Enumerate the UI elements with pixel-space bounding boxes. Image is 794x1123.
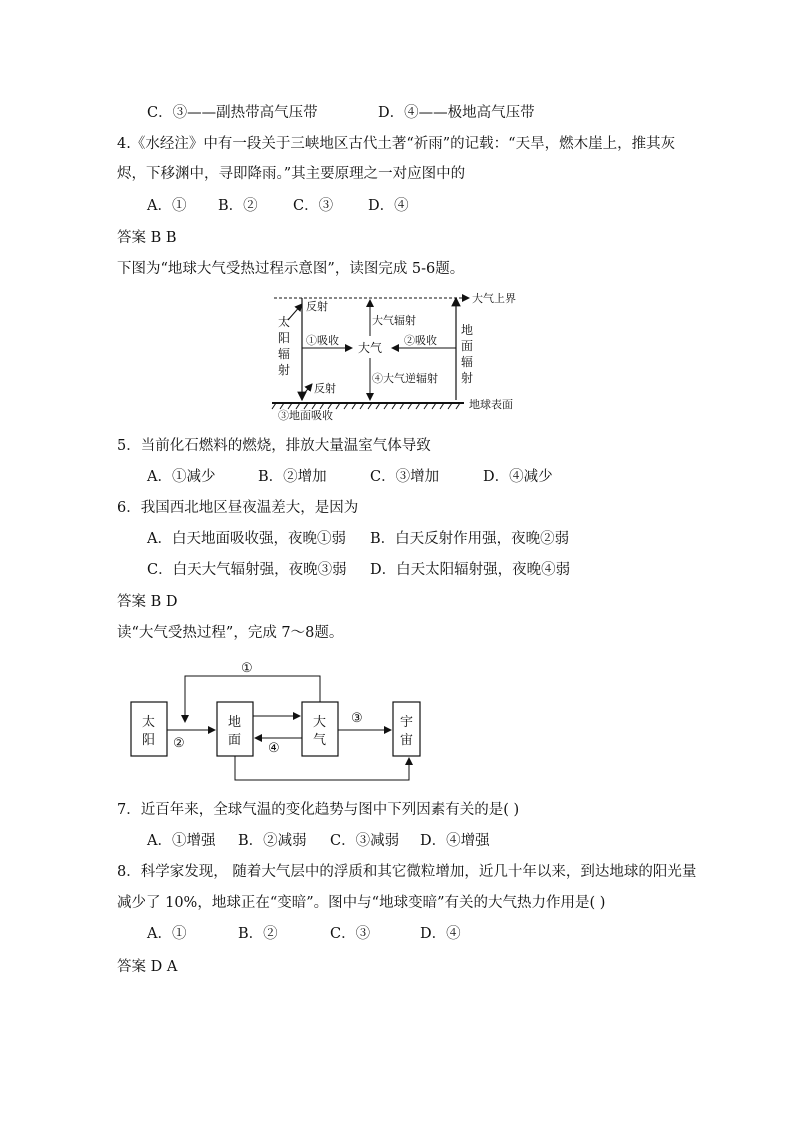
space-char-1: 宇 <box>400 715 414 730</box>
q4-option-c: C．③ <box>293 198 334 214</box>
ground-char-1: 地 <box>228 715 242 730</box>
label-3: ③ <box>351 711 363 726</box>
q6-option-b: B．白天反射作用强，夜晚②弱 <box>370 531 570 547</box>
q7-option-b: B．②减弱 <box>238 833 307 849</box>
q7-option-c: C．③减弱 <box>330 833 400 849</box>
q4-stem-line2: 烬，下移渊中，寻即降雨。”其主要原理之一对应图中的 <box>117 166 466 182</box>
atmosphere-heating-diagram-1 <box>264 288 524 422</box>
answer-56: 答案 B D <box>117 594 178 610</box>
top-atmosphere-label: 大气上界 <box>472 292 516 305</box>
solar-radiation-char-3: 辐 <box>278 347 291 361</box>
absorb-2-label: ②吸收 <box>404 334 437 347</box>
q5-option-d: D．④减少 <box>483 469 553 485</box>
atmosphere-center-label: 大气 <box>358 341 383 355</box>
q5-option-b: B．②增加 <box>258 469 327 485</box>
ground-radiation-char-3: 辐 <box>461 355 474 369</box>
q8-option-b: B．② <box>238 926 278 942</box>
ground-radiation-char-2: 面 <box>461 339 474 353</box>
q5-option-a: A．①减少 <box>147 469 216 485</box>
atmosphere-char-2: 气 <box>313 733 327 748</box>
earth-surface-label: 地球表面 <box>469 398 513 411</box>
q3-option-d: D．④——极地高气压带 <box>378 105 535 121</box>
counter-radiation-label: ④大气逆辐射 <box>372 372 438 385</box>
answer-34: 答案 B B <box>117 230 177 246</box>
q8-option-d: D．④ <box>420 926 461 942</box>
reflect-bottom-label: 反射 <box>314 382 336 395</box>
q8-option-a: A．① <box>147 926 187 942</box>
ground-radiation-char-1: 地 <box>461 323 474 337</box>
intro-56: 下图为“地球大气受热过程示意图”，读图完成 5-6题。 <box>117 261 465 277</box>
q8-stem-line1: 8．科学家发现， 随着大气层中的浮质和其它微粒增加，近几十年以来，到达地球的阳光量 <box>117 864 697 880</box>
solar-radiation-char-4: 射 <box>278 363 291 377</box>
sun-char-2: 阳 <box>142 733 156 748</box>
absorb-1-label: ①吸收 <box>306 334 339 347</box>
solar-radiation-char-1: 太 <box>278 315 291 329</box>
q8-option-c: C．③ <box>330 926 371 942</box>
answer-78: 答案 D A <box>117 959 178 975</box>
q4-option-b: B．② <box>218 198 258 214</box>
q4-option-d: D．④ <box>368 198 409 214</box>
q8-stem-line2: 减少了 10%，地球正在“变暗”。图中与“地球变暗”有关的大气热力作用是( ) <box>117 895 606 911</box>
q3-option-c: C．③——副热带高气压带 <box>147 105 318 121</box>
ground-absorb-label: ③地面吸收 <box>278 409 333 422</box>
ground-char-2: 面 <box>228 733 242 748</box>
label-1: ① <box>241 661 253 676</box>
solar-radiation-char-2: 阳 <box>278 331 291 345</box>
q7-option-d: D．④增强 <box>420 833 490 849</box>
label-4: ④ <box>268 741 280 756</box>
sun-char-1: 太 <box>142 715 156 730</box>
q6-option-c: C．白天大气辐射强，夜晚③弱 <box>147 562 347 578</box>
reflect-top-label: 反射 <box>306 300 328 313</box>
q6-option-d: D．白天太阳辐射强，夜晚④弱 <box>370 562 571 578</box>
intro-78: 读“大气受热过程”，完成 7～8题。 <box>117 625 344 641</box>
q7-option-a: A．①增强 <box>147 833 216 849</box>
ground-radiation-char-4: 射 <box>461 371 474 385</box>
q4-stem-line1: 4.《水经注》中有一段关于三峡地区古代土著“祈雨”的记载：“天旱，燃木崖上，推其灰 <box>117 136 676 152</box>
atmosphere-heating-diagram-2 <box>125 652 425 784</box>
atmosphere-char-1: 大 <box>313 715 327 730</box>
atm-radiation-label: 大气辐射 <box>372 314 416 327</box>
q4-option-a: A．① <box>147 198 187 214</box>
label-2: ② <box>173 736 185 751</box>
space-char-2: 宙 <box>400 733 414 748</box>
q6-option-a: A．白天地面吸收强，夜晚①弱 <box>147 531 346 547</box>
q6-stem: 6．我国西北地区昼夜温差大，是因为 <box>117 500 359 516</box>
q5-option-c: C．③增加 <box>370 469 440 485</box>
q5-stem: 5．当前化石燃料的燃烧，排放大量温室气体导致 <box>117 438 431 454</box>
q7-stem: 7．近百年来，全球气温的变化趋势与图中下列因素有关的是( ) <box>117 802 520 818</box>
